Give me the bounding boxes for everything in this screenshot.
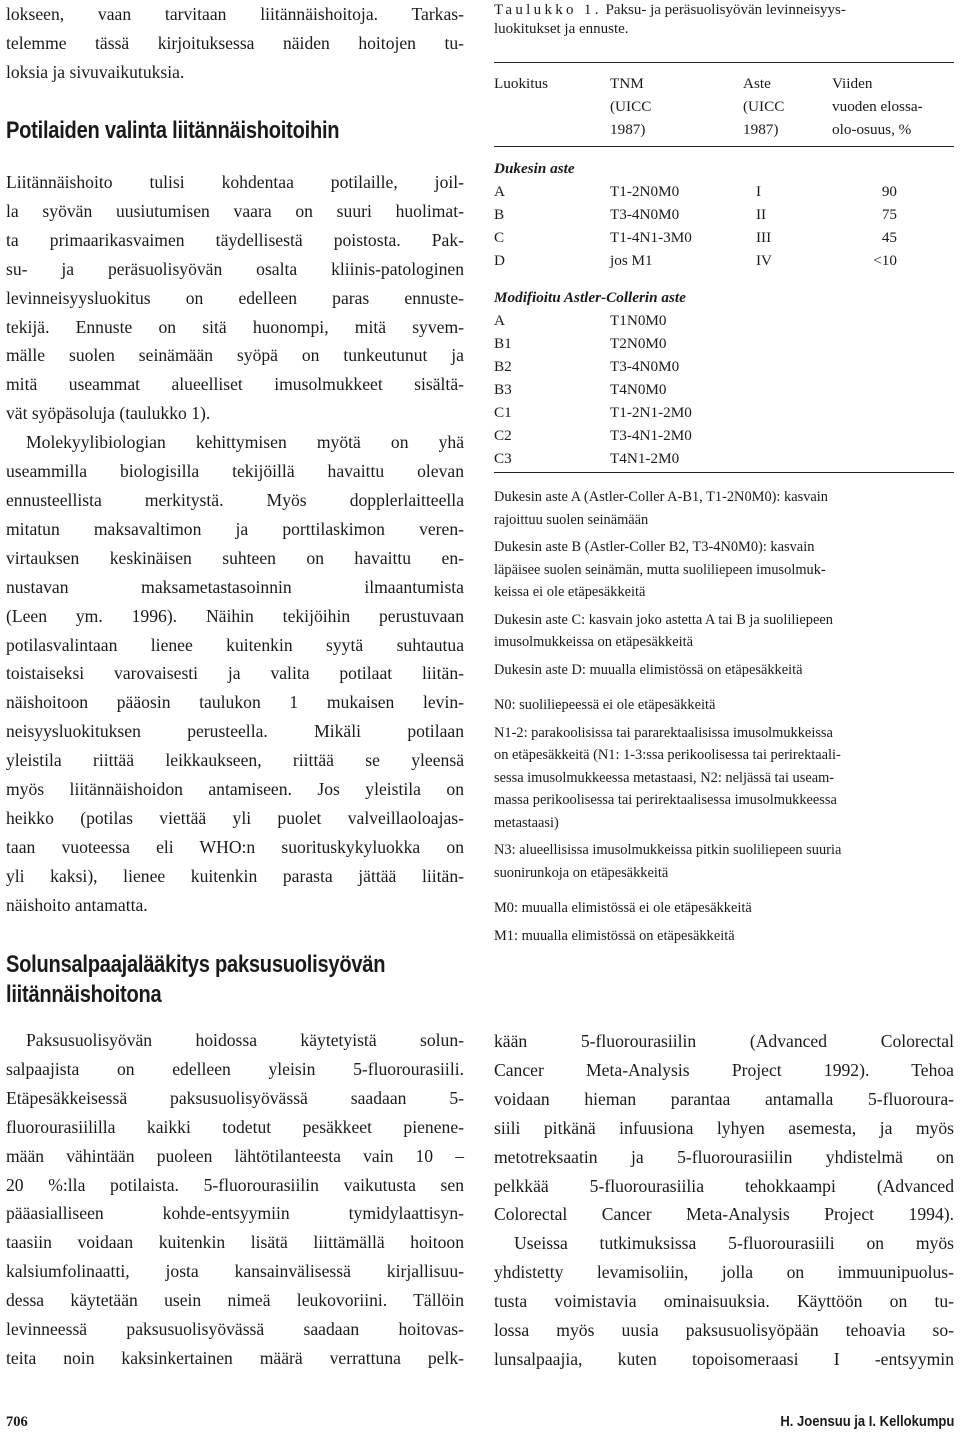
page-number: 706 [6, 1414, 28, 1430]
table-row: A T1-2N0M0 I 90 [494, 183, 897, 200]
table-body-rule [494, 472, 954, 473]
table-caption-text-2: luokitukset ja ennuste. [494, 21, 629, 37]
table-row: B T3-4N0M0 II 75 [494, 206, 897, 223]
table-dukes-section [494, 157, 954, 272]
dukes-section-title: Dukesin aste [494, 160, 575, 177]
note-n1-2: N1-2: parakoolisissa tai pararektaalisissa imusolmukkeissa on etäpesäkkeitä (N1: 1-3:ssa perikoolisessa tai perirektaali- sessa imusolmukkeessa metastaasi, N2: neljässä tai useam- massa perikoolisessa tai perirektaalisessa imusolmukkeessa metastaasi) [494, 724, 841, 831]
astler-section-title: Modifioitu Astler-Collerin aste [494, 289, 686, 306]
footer-authors: H. Joensuu ja I. Kellokumpu [779, 1414, 954, 1430]
table-astler-section [494, 286, 954, 470]
paragraph-text: kään 5-fluorourasiilin (Advanced Colorectal Cancer Meta-Analysis Project 1992). Tehoa voidaan hieman parantaa antamalla 5-fluoroura- siili pitkänä infuusiona lyhyen asemesta, ja myös metotreksaatin ja 5-fluorourasiilin yhdistelmä on pelkkää 5-fluorourasiilia tehokkaampi (Advanced Colorectal Cancer Meta-Analysis Project 1994). Useissa tutkimuksissa 5-fluorourasiili on myös yhdistetty levamisoliin, jolla on immuunipuolus- tusta voimistavia ominaisuuksia. Käyttöön on tu- lossa myös uusia paksusuolisyöpään tehoavia so- lunsalpaajia, kuten topoisomeraasi I -entsyymin [494, 1031, 954, 1369]
intro-paragraph [6, 0, 464, 87]
table-row: C3 T4N1-2M0 [494, 450, 680, 467]
table-row: B2 T3-4N0M0 [494, 358, 680, 375]
table-top-rule [494, 62, 954, 63]
note-n3: N3: alueellisissa imusolmukkeissa pitkin suoliliepeen suuria suonirunkoja on etäpesäkkeitä [494, 842, 842, 881]
paragraph-patient-selection [6, 168, 464, 920]
note-n0: N0: suoliliepeessä ei ole etäpesäkkeitä [494, 697, 716, 713]
note-dukes-c: Dukesin aste C: kasvain joko astetta A tai B ja suoliliepeen imusolmukkeissa on etäpesäkkeitä [494, 611, 833, 650]
table-row: D jos M1 IV <10 [494, 252, 897, 269]
note-m1: M1: muualla elimistössä on etäpesäkkeitä [494, 927, 735, 944]
paragraph-text: Liitännäishoito tulisi kohdentaa potilaille, joil- la syövän uusiutumisen vaara on suuri huolimat- ta primaarikasvaimen täydellisestä poistosta. Pak- su- ja peräsuolisyövän osalta kliinis-patologinen levinneisyysluokitus on edelleen paras ennuste- tekijä. Ennuste on sitä huonompi, mitä syvem- mälle suolen seinämään syöpä on tunkeutunut ja mitä useammat alueelliset imusolmukkeet sisältä- vät syöpäsoluja (taulukko 1). [6, 172, 464, 424]
table-header [494, 72, 954, 142]
note-dukes-b: Dukesin aste B (Astler-Coller B2, T3-4N0M0): kasvain läpäisee suolen seinämän, mutta suoliliepeen imusolmuk- keissa ei ole etäpesäkkeitä [494, 539, 826, 600]
table-row: C1 T1-2N1-2M0 [494, 404, 692, 421]
note-m0: M0: muualla elimistössä ei ole etäpesäkkeitä [494, 900, 752, 916]
table-header-rule [494, 146, 954, 147]
section-heading-patient-selection: Potilaiden valinta liitännäishoitoihin [6, 117, 340, 144]
paragraph-chemotherapy [6, 1026, 464, 1373]
paragraph-molecular-biology: Molekyylibiologian kehittymisen myötä on yhä useammilla biologisilla tekijöillä havaittu olevan ennusteellista merkitystä. Myös dopplerlaitteella mitatun maksavaltimon ja porttilaskimon veren- virtauksen keskinäisen suhteen on havaittu en- nustavan maksametastasoinnin ilmaantumista (Leen ym. 1996). Näihin tekijöihin perustuvaan potilasvalintaan lienee kuitenkin syytä suhtautua toistaiseksi varovaisesti ja valita potilaat liitän- näishoitoon pääosin taulukon 1 mukaisen levin- neisyysluokituksen perusteella. Mikäli potilaan yleistila riittää leikkaukseen, riittää se yleensä myös liitännäishoidon antamiseen. Jos yleistila on heikko (potilas viettää yli puolet valveillaoloajas- taan vuoteessa eli WHO:n suorituskykyluokka on yli kaksi), lienee kuitenkin parasta jättää liitän- näishoito antamatta. [6, 432, 464, 915]
table-caption-text: Paksu- ja peräsuolisyövän levinneisyys- [605, 2, 846, 18]
table-notes [494, 486, 954, 947]
header-luokitus: Luokitus [494, 75, 549, 92]
table-caption-label: Taulukko 1. [494, 2, 602, 18]
intro-text: lokseen, vaan tarvitaan liitännäishoitoja. Tarkas- telemme tässä kirjoituksessa näiden hoitojen tu- loksia ja sivuvaikutuksia. [6, 4, 464, 82]
note-dukes-d: Dukesin aste D: muualla elimistössä on etäpesäkkeitä [494, 661, 803, 678]
table-row: B1 T2N0M0 [494, 335, 667, 352]
note-dukes-a: Dukesin aste A (Astler-Coller A-B1, T1-2N0M0): kasvain rajoittuu suolen seinämään [494, 489, 828, 528]
header-tnm: TNM (UICC 1987) [610, 75, 652, 138]
header-aste: Aste (UICC 1987) [743, 75, 785, 138]
right-body-paragraph [494, 1027, 954, 1374]
paragraph-text: Paksusuolisyövän hoidossa käytetyistä solun- salpaajista on edelleen yleisin 5-fluorourasiili. Etäpesäkkeisessä paksusuolisyövässä saadaan 5- fluorourasiililla kaikki todetut pesäkkeet pienene- mään vähintään puoleen lähtötilanteesta vain 10 – 20 %:lla potilaista. 5-fluorourasiilin vaikutusta sen pääasialliseen kohde-entsyymiin tymidylaattisyn- taasiin voidaan kuitenkin lisätä liittämällä hoitoon kalsiumfolinaatti, josta kansainvälisessä kirjallisuu- dessa käytetään usein nimeä leukovoriini. Tällöin levinneessä paksusuolisyövässä saadaan hoitovas- teita noin kaksinkertainen määrä verrattuna pelk- [6, 1030, 464, 1368]
table-row: C T1-4N1-3M0 III 45 [494, 229, 897, 246]
section-heading-chemotherapy: Solunsalpaajalääkitys paksusuolisyövän liitännäishoitona [6, 951, 386, 1008]
table-row: C2 T3-4N1-2M0 [494, 427, 692, 444]
table-caption [494, 1, 954, 39]
table-row: A T1N0M0 [494, 312, 667, 329]
header-viiden: Viiden vuoden elossa- olo-osuus, % [832, 75, 923, 138]
table-row: B3 T4N0M0 [494, 381, 667, 398]
